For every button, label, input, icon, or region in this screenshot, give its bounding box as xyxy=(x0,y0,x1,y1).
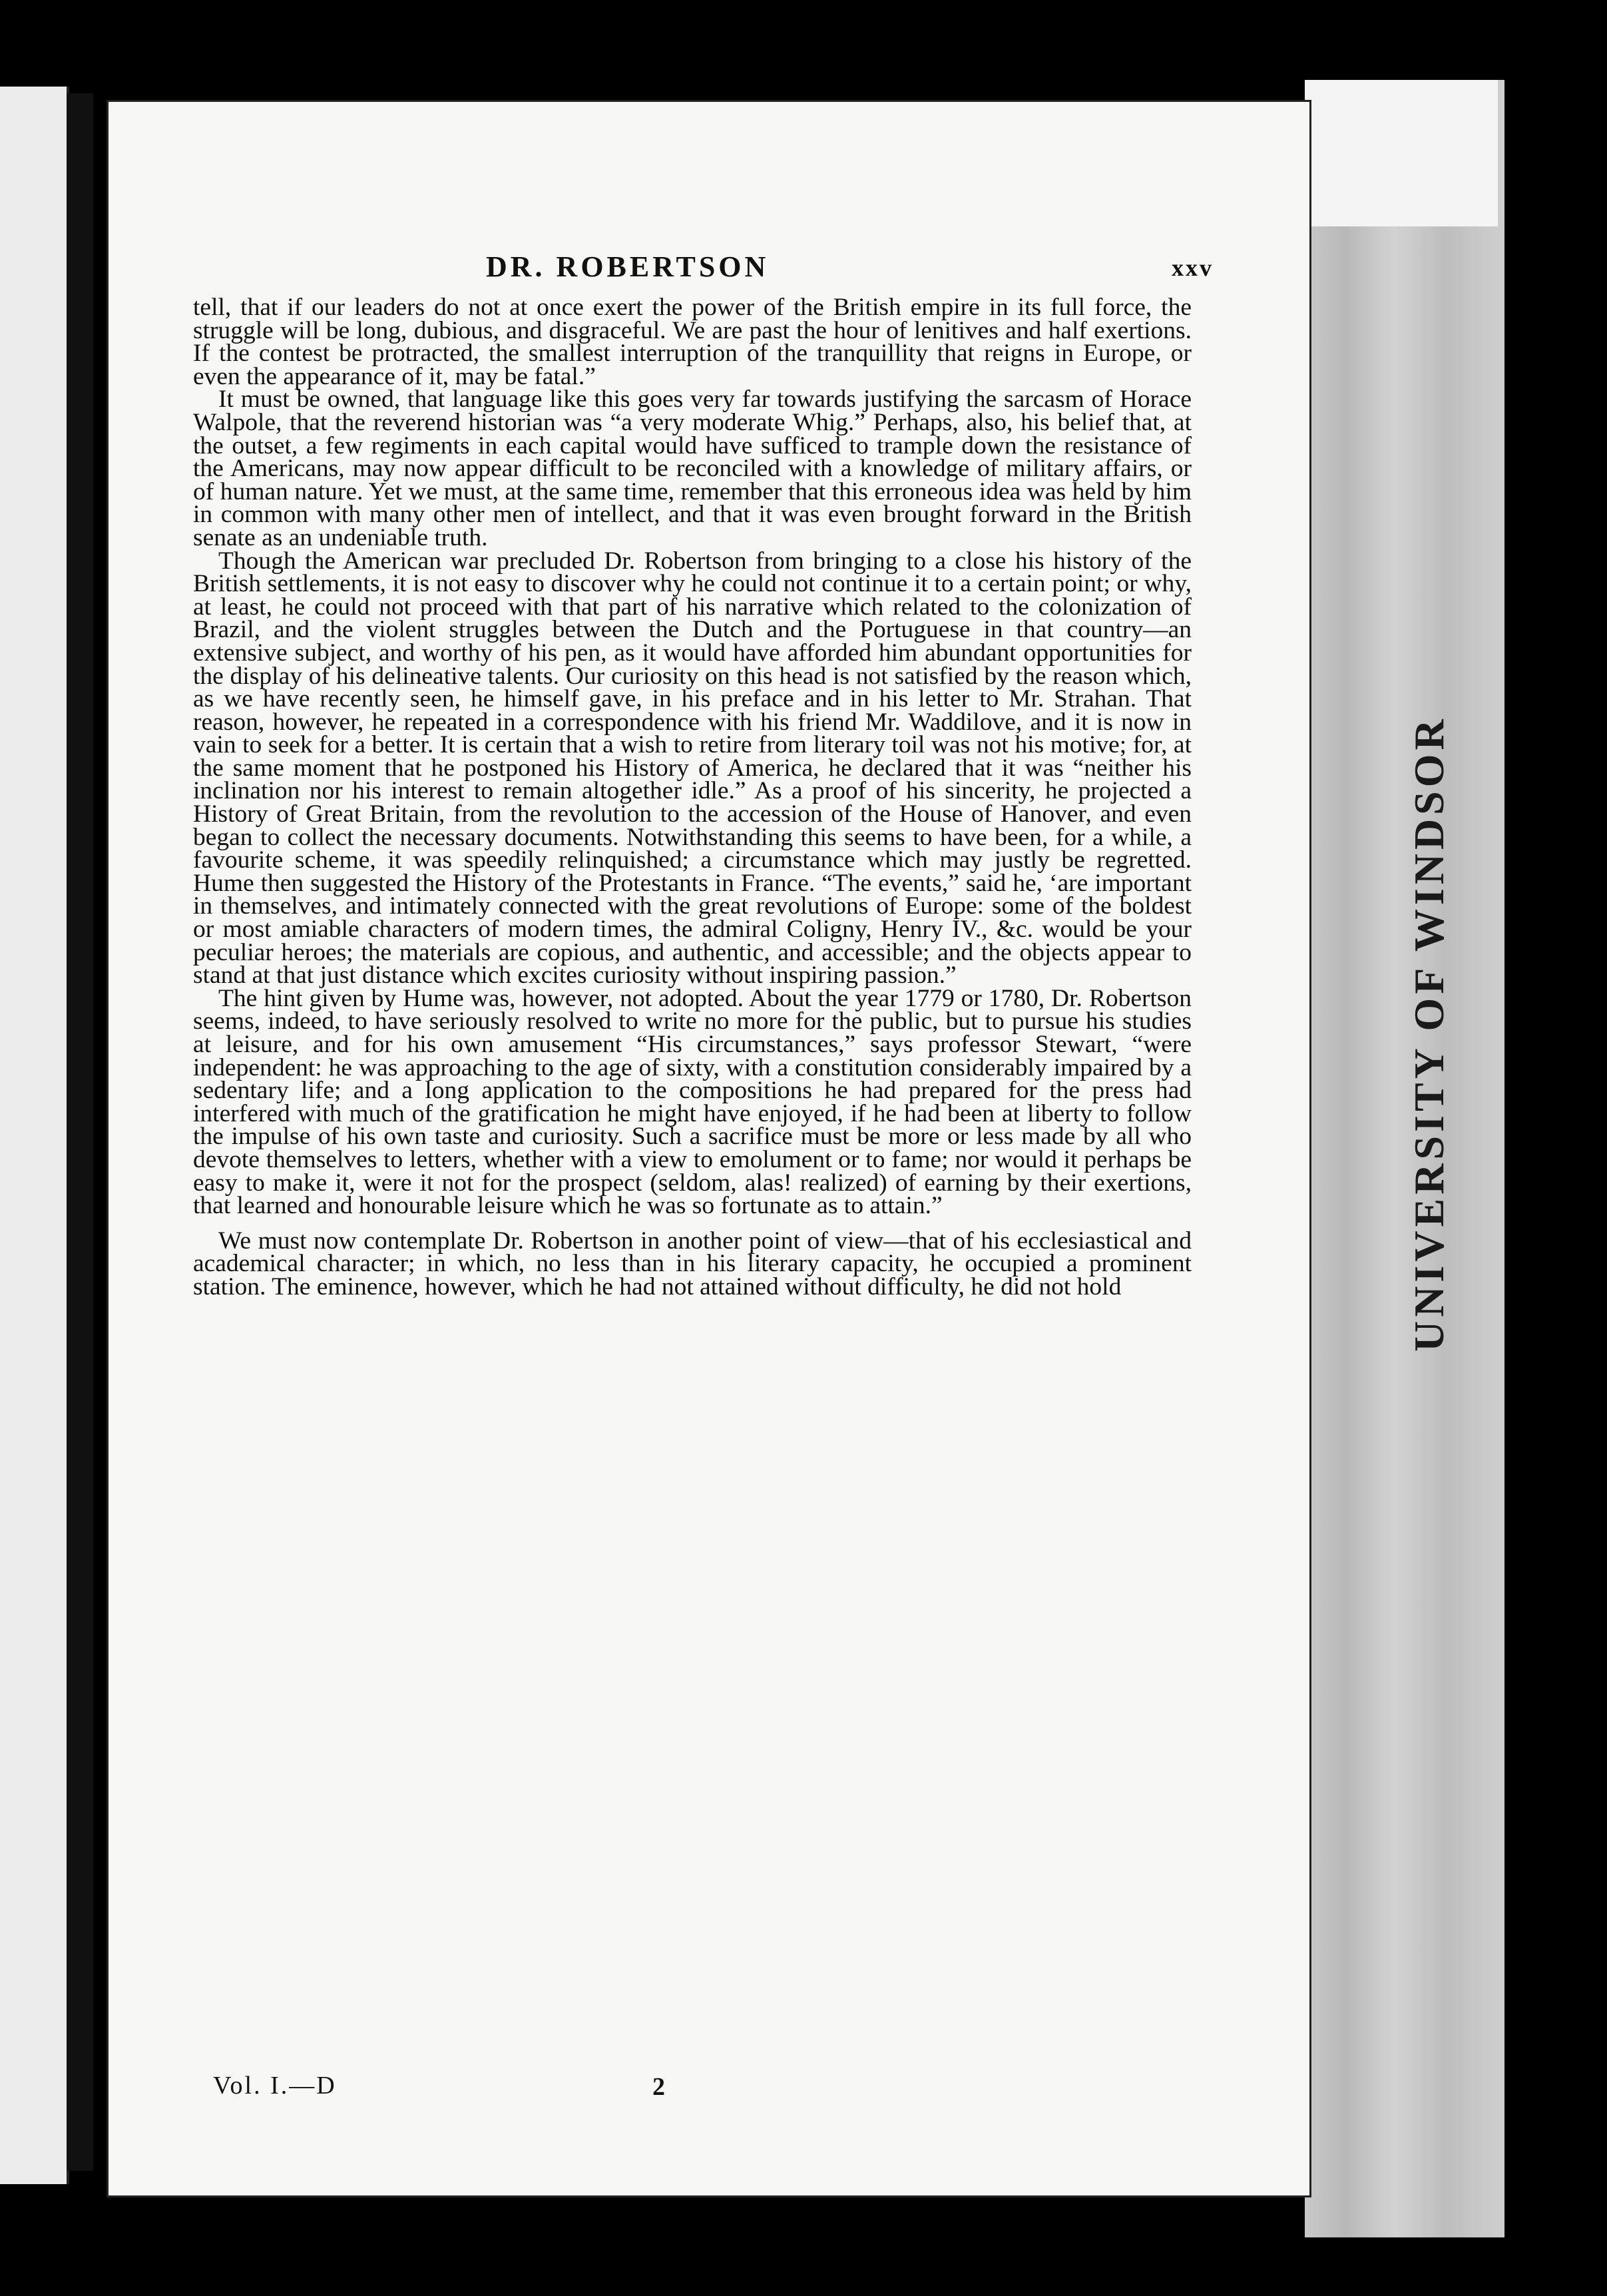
paragraph: Though the American war precluded Dr. Robertson from bringing to a close his history of the British settlements, it is not easy to discover why he could not continue it to a certain point; or why, at least, he could not proceed with that part of his narrative which related to the colonization of Brazil, and the violent struggles between the Dutch and the Portuguese in that country—an extensive subject, and worthy of his pen, as it would have afforded him abundant opportunities for the display of his delineative talents. Our curiosity on this head is not satisfied by the reason which, as we have recently seen, he himself gave, in his preface and in his letter to Mr. Strahan. That reason, however, he repeated in a correspondence with his friend Mr. Waddilove, and it is now in vain to seek for a better. It is certain that a wish to retire from literary toil was not his motive; for, at the same moment that he postponed his History of America, he declared that it was “neither his inclination nor his interest to remain altogether idle.” As a proof of his sincerity, he projected a History of Great Britain, from the revolution to the accession of the House of Hanover, and even began to collect the necessary documents. Notwithstanding this seems to have been, for a while, a favourite scheme, it was speedily relinquished; a circumstance which may justly be regretted. Hume then suggested the History of the Protestants in France. “The events,” said he, ‘are important in themselves, and intimately connected with the great revolutions of Europe: some of the boldest or most amiable characters of modern times, the admiral Coligny, Henry IV., &c. would be your peculiar heroes; the materials are copious, and authentic, and accessible; and the objects appear to stand at that just distance which excites curiosity without inspiring passion.” xyxy=(193,547,1192,990)
page-gutter xyxy=(67,93,93,2171)
running-head xyxy=(107,250,1311,290)
signature-number: 2 xyxy=(652,2073,665,2101)
book-page xyxy=(107,100,1311,2197)
previous-page-edge xyxy=(0,87,69,2184)
page-number: xxv xyxy=(1172,254,1214,281)
paragraph: tell, that if our leaders do not at once exert the power of the British empire in its full force, the struggle will be long, dubious, and disgraceful. We are past the hour of lenitives and half exertions. If the contest be protracted, the smallest interruption of the tranquillity that reigns in Europe, or even the appearance of it, may be fatal.” xyxy=(193,294,1192,390)
signature-mark: Vol. I.—D xyxy=(213,2072,337,2100)
book-fore-edge-top xyxy=(1305,80,1498,226)
body-text xyxy=(193,296,1192,2068)
paragraph: It must be owned, that language like this goes very far towards justifying the sarcasm of Horace Walpole, that the reverend historian was “a very moderate Whig.” Perhaps, also, his belief that, at the outset, a few regiments in each capital would have sufficed to trample down the resistance of the Americans, may now appear difficult to be reconciled with a knowledge of military affairs, or of human nature. Yet we must, at the same time, remember that this erroneous idea was held by him in common with many other men of intellect, and that it was even brought forward in the British senate as an undeniable truth. xyxy=(193,386,1192,551)
library-stamp-text: UNIVERSITY OF WINDSOR xyxy=(1405,715,1453,1352)
running-title: DR. ROBERTSON xyxy=(486,250,770,283)
paragraph: The hint given by Hume was, however, not adopted. About the year 1779 or 1780, Dr. Robertson seems, indeed, to have seriously resolved to write no more for the public, but to pursue his studies at leisure, and for his own amusement “His circumstances,” says professor Stewart, “were independent: he was approaching to the age of sixty, with a constitution considerably impaired by a sedentary life; and a long application to the compositions he had prepared for the press had interfered with much of the gratification he might have enjoyed, if he had been at liberty to follow the impulse of his own taste and curiosity. Such a sacrifice must be more or less made by all who devote themselves to letters, whether with a view to emolument or to fame; nor would it perhaps be easy to make it, were it not for the prospect (seldom, alas! realized) of earning by their exertions, that learned and honourable leisure which he was so fortunate as to attain.” xyxy=(193,984,1192,1220)
paragraph: We must now contemplate Dr. Robertson in another point of view—that of his ecclesiastical and academical character; in which, no less than in his literary capacity, he occupied a prominent station. The eminence, however, which he had not attained without difficulty, he did not hold xyxy=(193,1227,1192,1300)
page-footer xyxy=(107,2071,1311,2104)
